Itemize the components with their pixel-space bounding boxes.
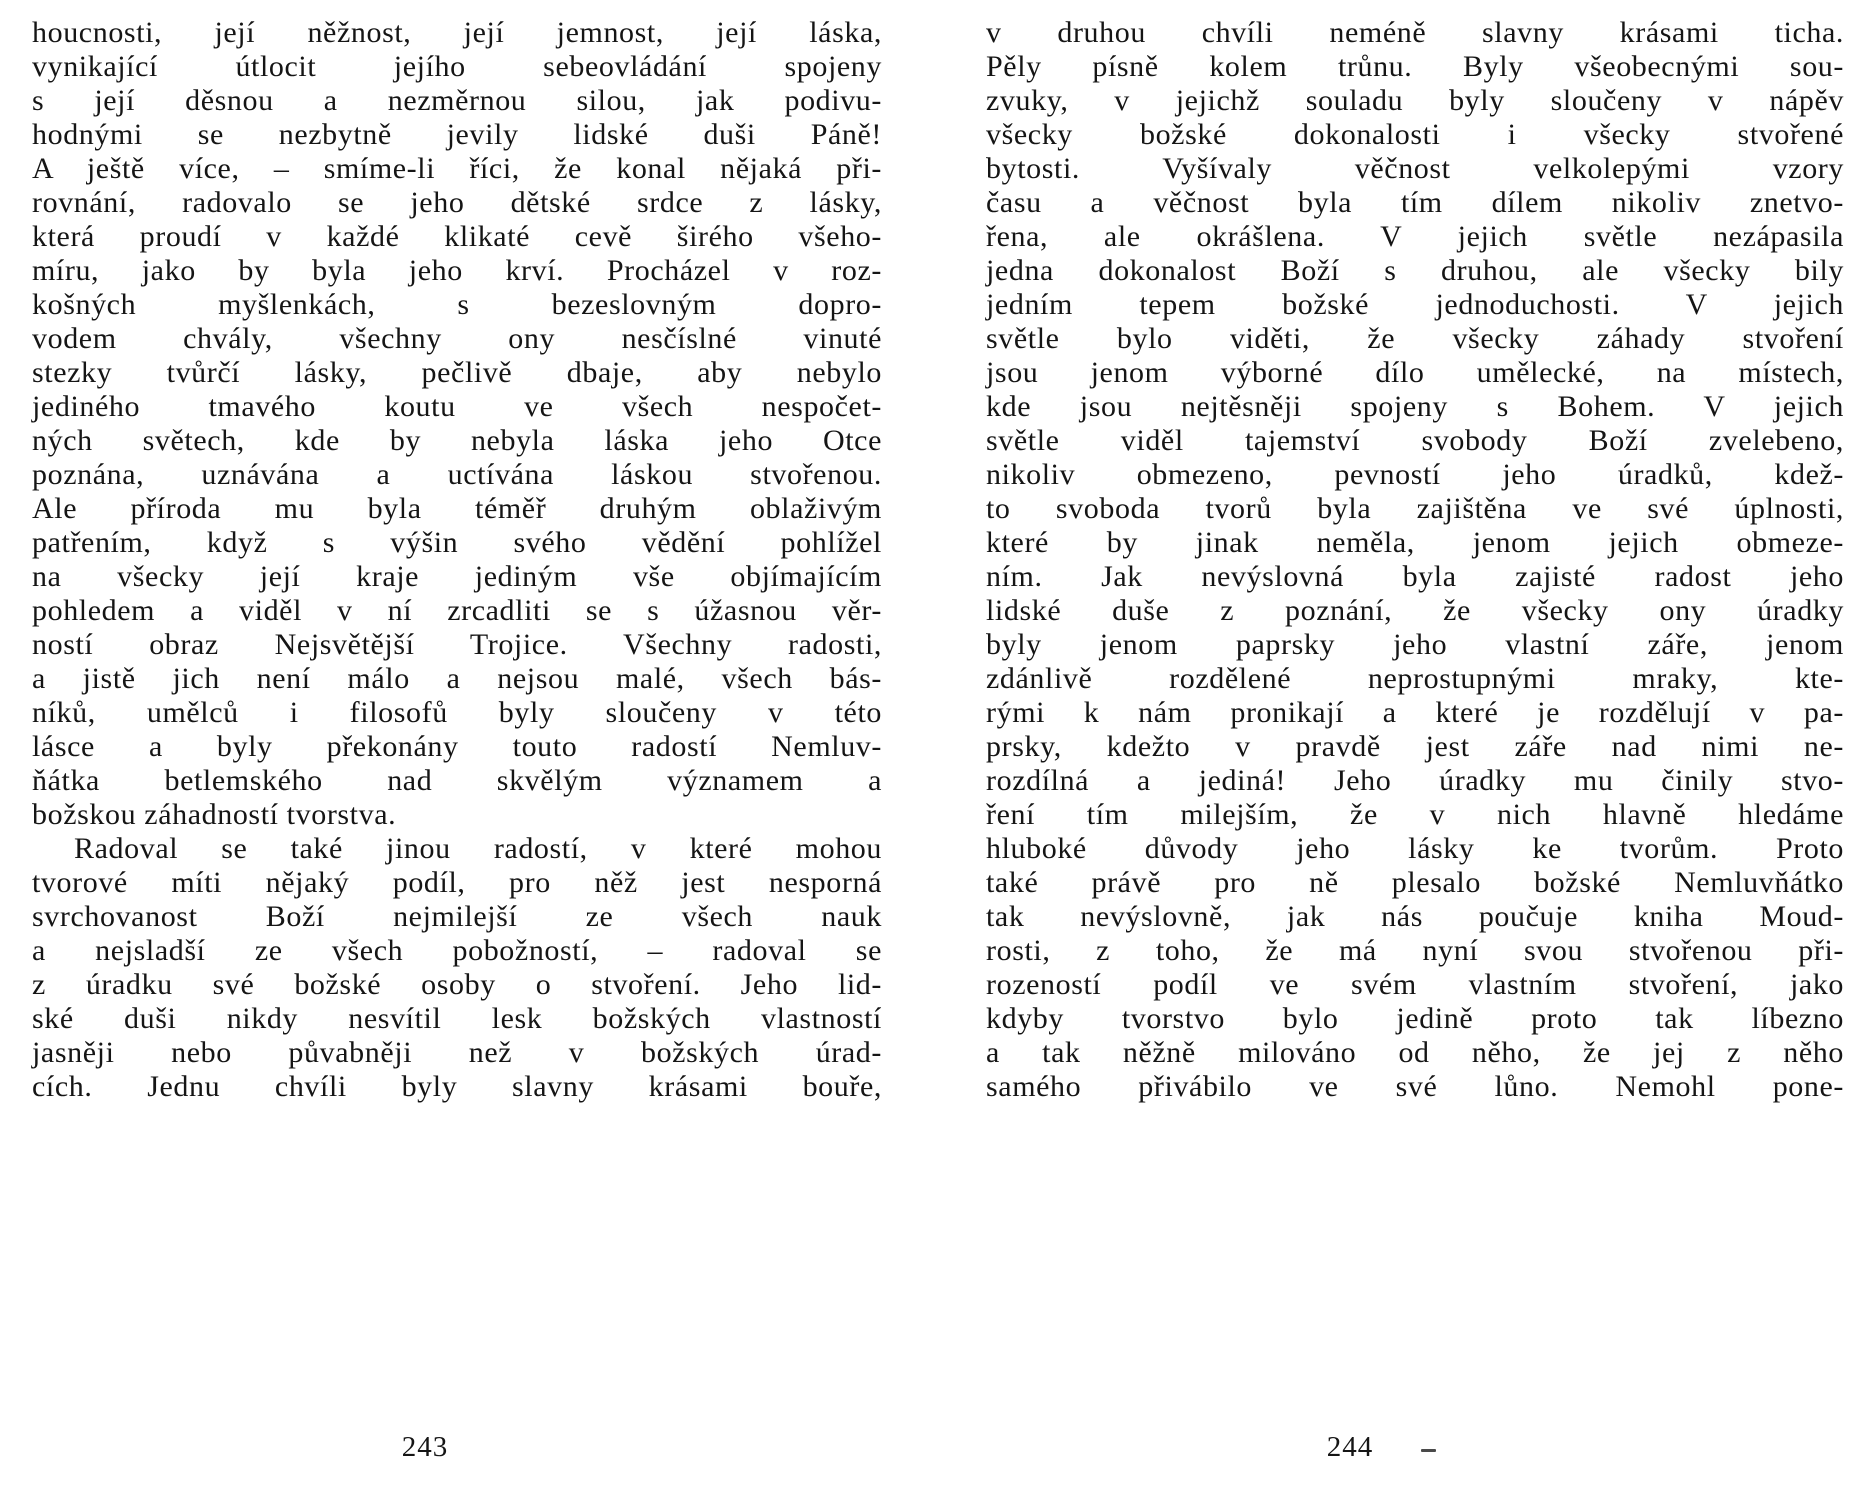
text-line: samého přivábilo ve své lůno. Nemohl pone- xyxy=(986,1070,1844,1103)
text-line: lidské duše z poznání, že všecky ony úradky xyxy=(986,594,1844,627)
text-line: světle bylo viděti, že všecky záhady stvoření xyxy=(986,322,1844,355)
print-artifact-dash xyxy=(1421,1449,1436,1452)
text-line: všecky božské dokonalosti i všecky stvořené xyxy=(986,118,1844,151)
text-line: kde jsou nejtěsněji spojeny s Bohem. V jejich xyxy=(986,390,1844,423)
page-number-right: 244 xyxy=(1326,1431,1374,1463)
text-line: a tak něžně milováno od něho, že jej z něho xyxy=(986,1036,1844,1069)
paragraph-end-line: božskou záhadností tvorstva. xyxy=(32,798,397,831)
text-line: houcnosti, její něžnost, její jemnost, její láska, xyxy=(32,16,882,49)
text-line: rozdílná a jediná! Jeho úradky mu činily stvo- xyxy=(986,764,1844,797)
text-line: hluboké důvody jeho lásky ke tvorům. Proto xyxy=(986,832,1844,865)
text-line: jasněji nebo půvabněji než v božských úrad- xyxy=(32,1036,882,1069)
text-line: svrchovanost Boží nejmilejší ze všech nauk xyxy=(32,900,882,933)
text-line: času a věčnost byla tím dílem nikoliv znetvo- xyxy=(986,186,1844,219)
text-line: Ale příroda mu byla téměř druhým oblaživým xyxy=(32,492,882,525)
text-line: níků, umělců i filosofů byly sloučeny v této xyxy=(32,696,882,729)
page-right-text-column xyxy=(986,16,1844,1104)
text-line: jedna dokonalost Boží s druhou, ale všecky bily xyxy=(986,254,1844,287)
text-line: z úradku své božské osoby o stvoření. Jeho lid- xyxy=(32,968,882,1001)
text-line: rými k nám pronikají a které je rozdělují v pa- xyxy=(986,696,1844,729)
text-line: hodnými se nezbytně jevily lidské duši Páně! xyxy=(32,118,882,151)
text-line: a nejsladší ze všech pobožností, – radoval se xyxy=(32,934,882,967)
text-line: vodem chvály, všechny ony nesčíslné vinuté xyxy=(32,322,882,355)
text-line: v druhou chvíli neméně slavny krásami ticha. xyxy=(986,16,1844,49)
text-line: tvorové míti nějaký podíl, pro něž jest nesporná xyxy=(32,866,882,899)
text-line: ření tím milejším, že v nich hlavně hledáme xyxy=(986,798,1844,831)
text-line: míru, jako by byla jeho krví. Procházel v roz- xyxy=(32,254,882,287)
text-line: ním. Jak nevýslovná byla zajisté radost jeho xyxy=(986,560,1844,593)
text-line: prsky, kdežto v pravdě jest záře nad nimi ne- xyxy=(986,730,1844,763)
text-line: také právě pro ně plesalo božské Nemluvňátko xyxy=(986,866,1844,899)
text-line: jediného tmavého koutu ve všech nespočet- xyxy=(32,390,882,423)
text-line: patřením, když s výšin svého vědění pohlížel xyxy=(32,526,882,559)
text-line: které by jinak neměla, jenom jejich obmeze- xyxy=(986,526,1844,559)
text-line: světle viděl tajemství svobody Boží zvelebeno, xyxy=(986,424,1844,457)
text-line: která proudí v každé klikaté cevě širého všeho- xyxy=(32,220,882,253)
text-line: nikoliv obmezeno, pevností jeho úradků, kdež- xyxy=(986,458,1844,491)
text-line: Pěly písně kolem trůnu. Byly všeobecnými sou- xyxy=(986,50,1844,83)
text-line: byly jenom paprsky jeho vlastní záře, jenom xyxy=(986,628,1844,661)
page-number-left: 243 xyxy=(401,1431,449,1463)
text-line: košných myšlenkách, s bezeslovným dopro- xyxy=(32,288,882,321)
text-line: tak nevýslovně, jak nás poučuje kniha Moud- xyxy=(986,900,1844,933)
text-line: rozeností podíl ve svém vlastním stvoření, jako xyxy=(986,968,1844,1001)
text-line: vynikající útlocit jejího sebeovládání spojeny xyxy=(32,50,882,83)
text-line: zvuky, v jejichž souladu byly sloučeny v nápěv xyxy=(986,84,1844,117)
paragraph-start-line: Radoval se také jinou radostí, v které mohou xyxy=(74,832,882,865)
text-line: lásce a byly překonány touto radostí Nemluv- xyxy=(32,730,882,763)
text-line: bytosti. Vyšívaly věčnost velkolepými vzory xyxy=(986,152,1844,185)
text-line: cích. Jednu chvíli byly slavny krásami bouře, xyxy=(32,1070,882,1103)
text-line: A ještě více, – smíme-li říci, že konal nějaká při- xyxy=(32,152,882,185)
text-line: ností obraz Nejsvětější Trojice. Všechny radosti, xyxy=(32,628,882,661)
text-line: jsou jenom výborné dílo umělecké, na místech, xyxy=(986,356,1844,389)
page-left-text-column xyxy=(32,16,882,1104)
text-line: ňátka betlemského nad skvělým významem a xyxy=(32,764,882,797)
text-line: na všecky její kraje jediným vše objímajícím xyxy=(32,560,882,593)
text-line: to svoboda tvorů byla zajištěna ve své úplnosti, xyxy=(986,492,1844,525)
text-line: rovnání, radovalo se jeho dětské srdce z lásky, xyxy=(32,186,882,219)
text-line: poznána, uznávána a uctívána láskou stvořenou. xyxy=(32,458,882,491)
text-line: stezky tvůrčí lásky, pečlivě dbaje, aby nebylo xyxy=(32,356,882,389)
text-line: zdánlivě rozdělené neprostupnými mraky, kte- xyxy=(986,662,1844,695)
text-line: pohledem a viděl v ní zrcadliti se s úžasnou věr- xyxy=(32,594,882,627)
text-line: řena, ale okrášlena. V jejich světle nezápasila xyxy=(986,220,1844,253)
text-line: ské duši nikdy nesvítil lesk božských vlastností xyxy=(32,1002,882,1035)
text-line: s její děsnou a nezměrnou silou, jak podivu- xyxy=(32,84,882,117)
text-line: jedním tepem božské jednoduchosti. V jejich xyxy=(986,288,1844,321)
text-line: ných světech, kde by nebyla láska jeho Otce xyxy=(32,424,882,457)
text-line: a jistě jich není málo a nejsou malé, všech bás- xyxy=(32,662,882,695)
text-line: kdyby tvorstvo bylo jedině proto tak líbezno xyxy=(986,1002,1844,1035)
text-line: rosti, z toho, že má nyní svou stvořenou při- xyxy=(986,934,1844,967)
